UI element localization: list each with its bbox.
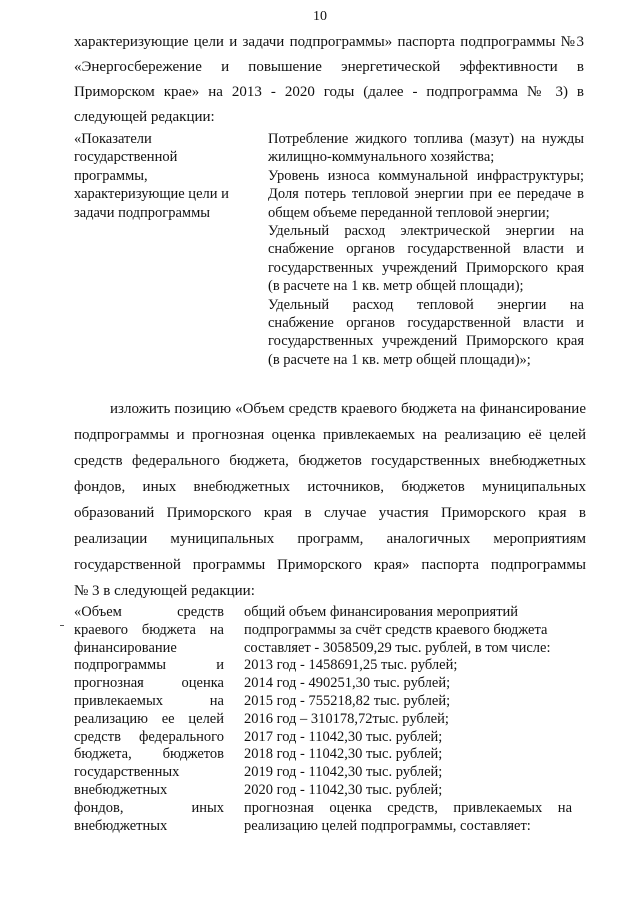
funding-label-line: средств федерального [74,728,224,745]
indicators-value-cell [268,130,584,369]
intro-paragraph [74,30,584,130]
intro-line: следующей редакции: [74,109,215,125]
indicators-label-line: государственной [74,149,178,166]
funding-label-line: подпрограммы и [74,657,224,674]
funding-label-line: прогнозная оценка [74,675,224,692]
funding-year-line: 2020 год - 11042,30 тыс. рублей; [244,781,443,798]
indicator-line: (в расчете на 1 кв. метр общей площади)»; [268,351,531,368]
indicator-line: снабжение органов государственной власти и [268,315,584,332]
page-number: 10 [313,9,327,24]
funding-label-line: фондов, иных [74,799,224,816]
funding-year-line: 2013 год - 1458691,25 тыс. рублей; [244,657,458,674]
indicator-line: государственных учреждений Приморского края [268,333,584,350]
indicator-line: Потребление жидкого топлива (мазут) на нужды [268,131,584,147]
indicator-line: Удельный расход электрической энергии на [268,223,584,240]
funding-label-line: бюджета, бюджетов [74,746,224,763]
funding-label-line: краевого бюджета на [74,621,224,638]
funding-label-line: государственных [74,764,180,781]
funding-line: составляет - 3058509,29 тыс. рублей, в том числе: [244,639,551,656]
main-line: подпрограммы и прогнозная оценка привлекаемых на реализацию её целей [74,427,586,443]
main-line: средств федерального бюджета, бюджетов государственных внебюджетных [74,453,586,469]
intro-line: «Энергосбережение и повышение энергетической эффективности в [74,59,584,75]
funding-label-cell [74,604,224,835]
funding-value-cell [244,604,572,835]
indicator-line: жилищно-коммунального хозяйства; [268,149,495,166]
main-line: реализации муниципальных программ, аналогичных мероприятиям [74,531,586,547]
indicators-label-line: характеризующие цели и [74,186,229,203]
indicator-line: Доля потерь тепловой энергии при ее передаче в [268,186,584,203]
funding-year-line: 2016 год – 310178,72тыс. рублей; [244,710,449,727]
main-line: фондов, иных внебюджетных источников, бюджетов муниципальных [74,479,586,495]
indicator-line: Удельный расход тепловой энергии на [268,296,584,313]
intro-line: характеризующие цели и задачи подпрограммы» паспорта подпрограммы №3 [74,34,584,50]
main-line: изложить позицию «Объем средств краевого бюджета на финансирование [110,401,586,417]
funding-label-line: привлекаемых на [74,692,224,709]
funding-label-line: внебюджетных [74,817,168,834]
funding-label-line: «Объем средств [74,604,224,620]
indicator-line: общем объеме переданной тепловой энергии; [268,204,550,221]
indicator-line: снабжение органов государственной власти и [268,241,584,258]
indicator-line: (в расчете на 1 кв. метр общей площади); [268,278,524,295]
funding-label-line: финансирование [74,639,177,656]
funding-label-line: реализацию ее целей [74,710,224,727]
funding-year-line: 2017 год - 11042,30 тыс. рублей; [244,728,443,745]
funding-label-line: внебюджетных [74,781,168,798]
main-line: образований Приморского края в случае участия Приморского края в [74,505,586,521]
funding-line: реализацию целей подпрограммы, составляет: [244,817,531,834]
indicators-label-cell [74,130,244,222]
funding-year-line: 2018 год - 11042,30 тыс. рублей; [244,746,443,763]
funding-line: подпрограммы за счёт средств краевого бюджета [244,621,548,638]
indicators-label-line: задачи подпрограммы [74,204,211,221]
margin-mark [60,625,64,626]
indicator-line: государственных учреждений Приморского края [268,259,584,276]
funding-year-line: 2015 год - 755218,82 тыс. рублей; [244,692,451,709]
intro-line: Приморском крае» на 2013 - 2020 годы (далее - подпрограмма № 3) в [74,84,584,100]
indicators-label-line: программы, [74,167,148,184]
funding-line: прогнозная оценка средств, привлекаемых на [244,799,572,816]
indicators-label-line: «Показатели [74,131,152,147]
main-paragraph [74,396,586,604]
main-line: государственной программы Приморского края» паспорта подпрограммы [74,557,586,573]
funding-year-line: 2019 год - 11042,30 тыс. рублей; [244,764,443,781]
funding-line: общий объем финансирования мероприятий [244,604,519,620]
indicator-line: Уровень износа коммунальной инфраструктуры; [268,167,584,184]
main-line: № 3 в следующей редакции: [74,583,255,599]
funding-year-line: 2014 год - 490251,30 тыс. рублей; [244,675,451,692]
